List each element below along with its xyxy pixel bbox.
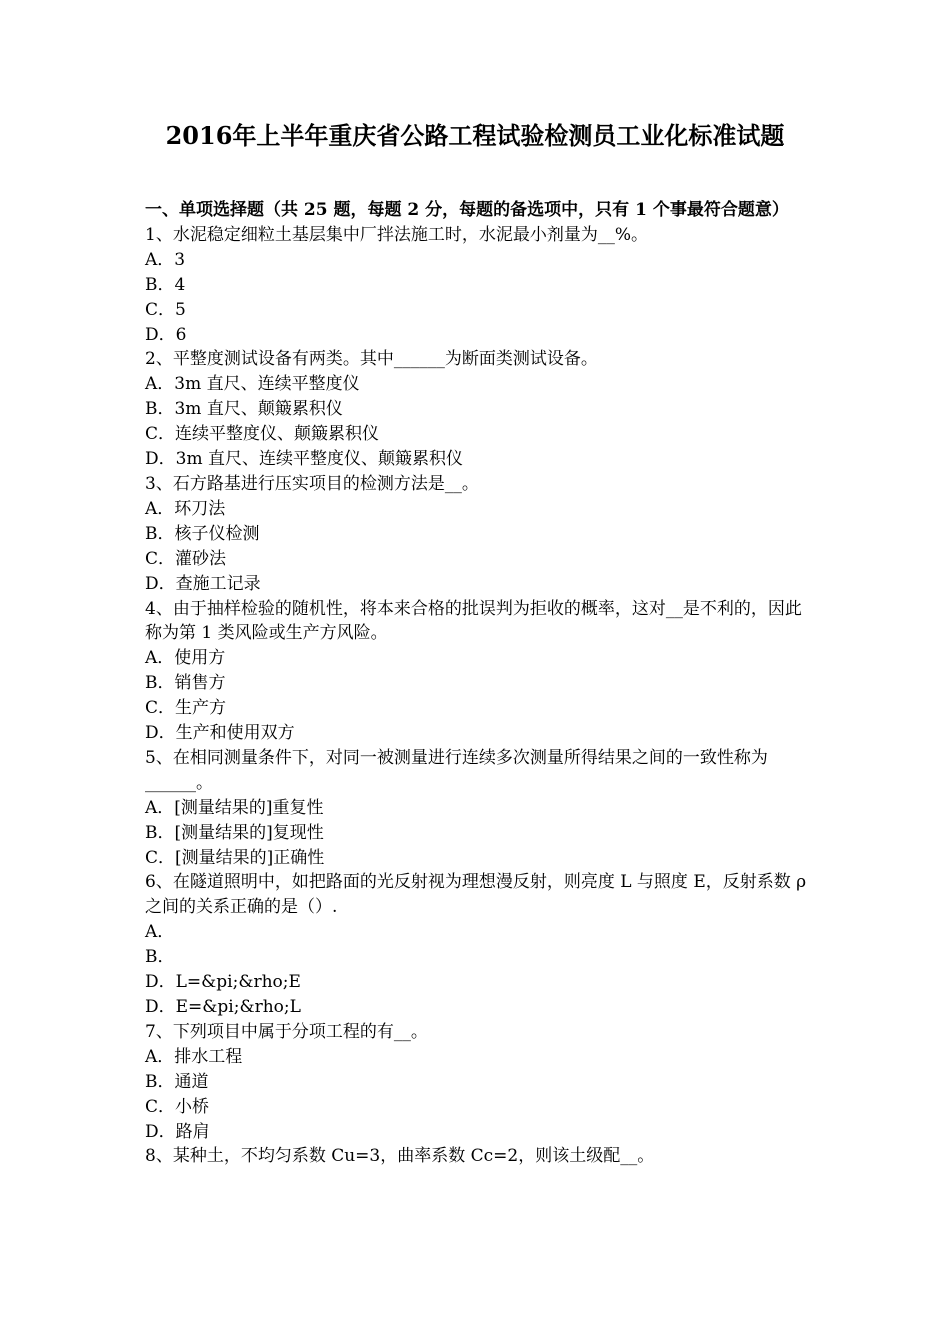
question-stem: 1、水泥稳定细粒土基层集中厂拌法施工时，水泥最小剂量为__%。	[145, 224, 648, 245]
option-d: D．L=&pi;&rho;E	[145, 972, 301, 993]
option-c: C．生产方	[145, 698, 227, 719]
question-7	[145, 1020, 810, 1145]
option-b: B．核子仪检测	[145, 523, 260, 544]
option-b: B．3m 直尺、颠簸累积仪	[145, 399, 343, 420]
option-c: C．小桥	[145, 1096, 210, 1117]
question-3	[145, 472, 810, 597]
question-1	[145, 223, 810, 348]
option-c: C．灌砂法	[145, 548, 227, 569]
option-a: A．3	[145, 249, 186, 270]
option-c: C．5	[145, 299, 186, 320]
option-c: C．[测量结果的]正确性	[145, 847, 325, 868]
question-8	[145, 1144, 810, 1169]
document-title: 2016年上半年重庆省公路工程试验检测员工业化标准试题	[165, 121, 785, 150]
option-d: D．3m 直尺、连续平整度仪、颠簸累积仪	[145, 449, 463, 470]
option-b: B．[测量结果的]复现性	[145, 822, 324, 843]
question-stem: 5、在相同测量条件下，对同一被测量进行连续多次测量所得结果之间的一致性称为______。	[145, 747, 768, 793]
option-a: A．[测量结果的]重复性	[145, 797, 324, 818]
option-b: B．通道	[145, 1071, 209, 1092]
document-body	[145, 198, 810, 1169]
option-d: D．查施工记录	[145, 573, 261, 594]
option-b: B．4	[145, 274, 186, 295]
question-stem: 3、石方路基进行压实项目的检测方法是__。	[145, 473, 479, 494]
option-a: A．环刀法	[145, 498, 226, 519]
option-d: D．路肩	[145, 1121, 210, 1142]
option-b: B．销售方	[145, 673, 226, 694]
option-a: A．3m 直尺、连续平整度仪	[145, 374, 360, 395]
question-stem: 7、下列项目中属于分项工程的有__。	[145, 1021, 428, 1042]
option-d: D．生产和使用双方	[145, 723, 295, 744]
option-d: D．6	[145, 324, 187, 345]
question-stem: 2、平整度测试设备有两类。其中______为断面类测试设备。	[145, 349, 598, 370]
option-a: A．使用方	[145, 648, 226, 669]
question-2	[145, 347, 810, 472]
question-4	[145, 597, 810, 746]
option-a: A．	[145, 922, 175, 943]
question-stem: 4、由于抽样检验的随机性，将本来合格的批误判为拒收的概率，这对__是不利的，因此称为第 1 类风险或生产方风险。	[145, 598, 802, 644]
option-d: D．E=&pi;&rho;L	[145, 997, 301, 1017]
question-stem: 6、在隧道照明中，如把路面的光反射视为理想漫反射，则亮度 L 与照度 E，反射系数 ρ 之间的关系正确的是（）.	[145, 872, 807, 918]
option-c: C．连续平整度仪、颠簸累积仪	[145, 424, 380, 445]
option-a: A．排水工程	[145, 1046, 243, 1067]
section-heading: 一、单项选择题（共 25 题，每题 2 分，每题的备选项中，只有 1 个事最符合题意）	[145, 200, 789, 220]
question-stem: 8、某种土，不均匀系数 Cu=3，曲率系数 Cc=2，则该土级配__。	[145, 1146, 655, 1167]
question-5	[145, 746, 810, 871]
option-b: B．	[145, 947, 175, 968]
question-6	[145, 870, 810, 1019]
